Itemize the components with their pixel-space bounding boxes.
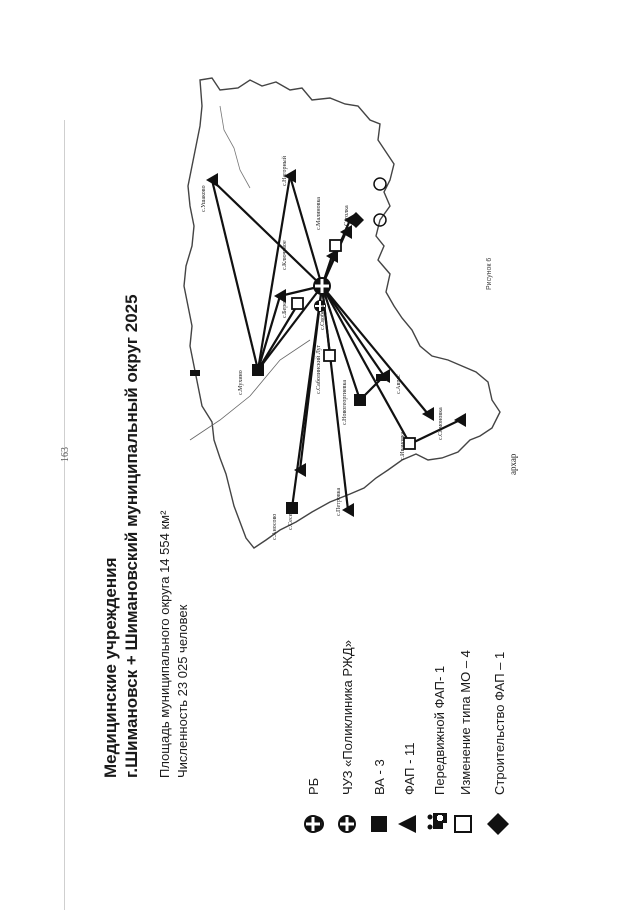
place-label: с.Петровка — [336, 487, 342, 516]
road-marker — [374, 178, 386, 190]
construction-diamond — [348, 212, 364, 228]
place-label: с.Нагорный — [282, 156, 288, 186]
scale-marker — [190, 370, 200, 376]
change-type-square — [324, 350, 335, 361]
legend-label-1: РБ — [306, 777, 321, 795]
hospital-hub-icon — [313, 277, 331, 295]
legend-label-5: Передвижной ФАП- 1 — [432, 665, 447, 795]
place-label: с.Саболинский Луг — [316, 344, 322, 394]
circle-cross-icon — [336, 813, 358, 835]
change-type-square — [330, 240, 341, 251]
place-label: с.Свобода — [320, 304, 326, 330]
filled-triangle-icon — [396, 813, 418, 835]
place-label: с.Ивановка — [400, 431, 406, 460]
place-label: с.Мухино — [238, 370, 244, 395]
place-label: с.Малиновка — [316, 197, 322, 230]
circle-cross-icon — [302, 813, 324, 835]
mobile-clinic-icon — [426, 810, 450, 836]
legend-label-4: ФАП - 11 — [402, 742, 417, 795]
ambulatory-square — [252, 364, 264, 376]
title-line-1: Медицинские учреждения — [101, 557, 120, 778]
place-label: с.Аврас — [396, 374, 402, 394]
legend-label-2: ЧУЗ «Поликлиника РЖД» — [340, 640, 355, 795]
place-label: с.Сеголка — [344, 205, 350, 230]
place-label: с.Ушаково — [201, 185, 207, 212]
place-label: с.Сесеп — [288, 510, 294, 530]
legend-label-6: Изменение типа МО – 4 — [458, 650, 473, 795]
legend-label-7: Строительство ФАП – 1 — [492, 651, 507, 795]
district-map — [180, 60, 560, 570]
ambulatory-square — [354, 394, 366, 406]
place-label: с.Новогеоргиевка — [342, 380, 348, 425]
connection-lines — [212, 176, 460, 510]
inner-boundary — [220, 106, 250, 188]
figure-caption: Рисунок 6 — [486, 257, 493, 290]
filled-square-icon — [368, 813, 390, 835]
legend-label-3: ВА - 3 — [372, 759, 387, 795]
place-label: с.Ключевое — [282, 240, 288, 270]
page-number: 163 — [60, 447, 71, 462]
district-boundary — [184, 78, 500, 548]
neighbor-line — [190, 340, 310, 440]
header-rule — [64, 120, 65, 910]
empty-square-icon — [452, 813, 474, 835]
change-type-square — [292, 298, 303, 309]
place-label: с.Аносово — [272, 513, 278, 540]
place-label: с.Симоновка — [438, 407, 444, 440]
filled-diamond-icon — [486, 812, 510, 836]
fap-triangles — [206, 169, 466, 517]
mobile-fap-icon — [376, 374, 386, 381]
population-info: Численность 23 025 человек — [175, 604, 190, 778]
title-line-2: г.Шимановск + Шимановский муниципальный округ 2025 — [122, 294, 141, 778]
place-label: с.Берег — [282, 299, 288, 318]
corner-label: архар — [508, 453, 518, 475]
area-info: Площадь муниципального округа 14 554 км² — [157, 510, 172, 778]
